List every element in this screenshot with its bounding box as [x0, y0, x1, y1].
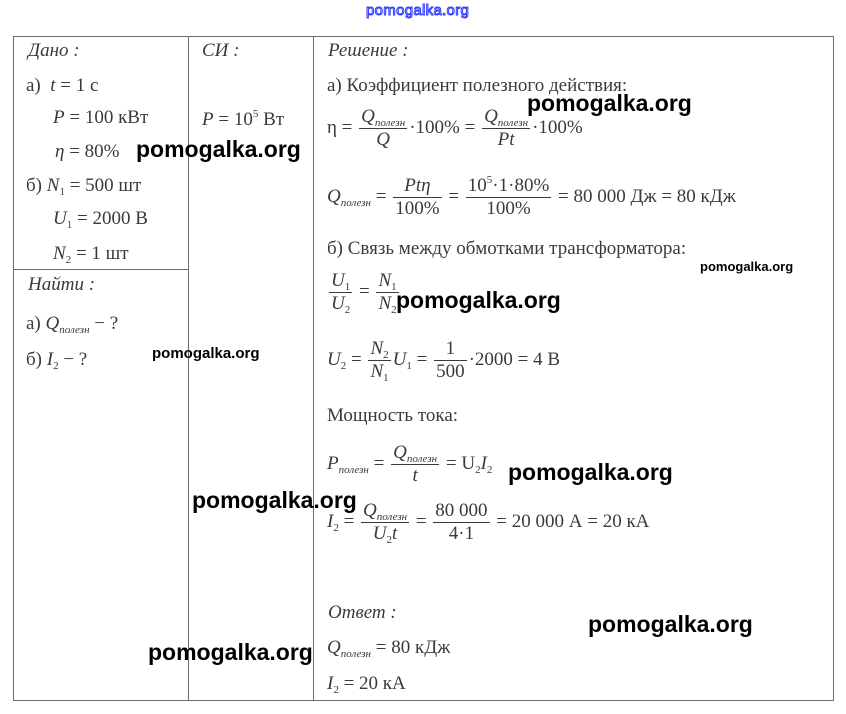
- given-n2: $N_2 = 1$ шт: [53, 243, 129, 266]
- watermark: pomogalka.org: [508, 459, 673, 485]
- table-right-border: [833, 36, 834, 701]
- table-top-border: [13, 36, 834, 37]
- given-find-divider: [13, 269, 189, 270]
- power-heading: Мощность тока:: [327, 405, 459, 426]
- table-left-border: [13, 36, 14, 701]
- watermark: pomogalka.org: [148, 639, 313, 665]
- given-efficiency: η = 80%: [55, 141, 120, 162]
- find-useful-heat: а) $Q_{полезн}$ − ?: [26, 313, 119, 336]
- efficiency-formula: η = $\frac{Q_{полезн}}{Q}$ ·100% = $\frac{Q_{полезн}}{Pt}$ ·100%: [327, 106, 583, 150]
- fraction-u1-u2: $\frac{U_1}{U_2}$: [331, 270, 351, 316]
- si-power: $P = 10^5$ Вт: [202, 108, 285, 130]
- given-time: а) t = 1 с: [26, 75, 99, 96]
- power-formula: $P_{полезн}$ = $\frac{Q_{полезн}}{t}$ = $U_2I_2$: [327, 442, 493, 486]
- transformer-ratio: $\frac{U_1}{U_2}$ = $\frac{N_1}{N_2}$: [331, 270, 397, 316]
- watermark: pomogalka.org: [152, 345, 260, 362]
- watermark: pomogalka.org: [136, 136, 301, 162]
- current-calculation: $I_2$ = $\frac{Q_{полезн}}{U_2t}$ = $\frac{80 000}{4\cdot 1}$ = 20 000 А = 20 кА: [327, 500, 650, 546]
- watermark: pomogalka.org: [396, 287, 561, 313]
- fraction-q-useful-over-t: $\frac{Q_{полезн}}{t}$: [393, 442, 438, 486]
- solution-heading: Решение :: [328, 40, 409, 61]
- watermark: pomogalka.org: [527, 90, 692, 116]
- given-u1: $U_1 = 2000$ В: [53, 208, 148, 231]
- find-heading: Найти :: [28, 274, 96, 295]
- fraction-q-useful-over-pt: $\frac{Q_{полезн}}{Pt}$: [484, 106, 529, 150]
- fraction-1-500: $\frac{1}{500}$: [436, 338, 465, 382]
- fraction-n1-n2: $\frac{N_1}{N_2}$: [378, 270, 397, 316]
- answer-heading: Ответ :: [328, 602, 397, 623]
- watermark: pomogalka.org: [588, 611, 753, 637]
- watermark-top: pomogalka.org: [366, 2, 470, 19]
- fraction-numeric-current: $\frac{80 000}{4\cdot 1}$: [435, 500, 488, 544]
- useful-heat-calculation: $Q_{полезн}$ = $\frac{\text{Ptη}}{100\%}$ = $\frac{10^5\cdot 1\cdot 80\%}{100\%}$ = 80 000 Дж = 80 кДж: [327, 174, 736, 219]
- given-heading: Дано :: [28, 40, 80, 61]
- solution-part-b: б) Связь между обмотками трансформатора:: [327, 238, 687, 259]
- find-current: б) $I_2$ − ?: [26, 349, 88, 372]
- fraction-n2-n1: $\frac{N_2}{N_1}$: [370, 338, 389, 384]
- table-bottom-border: [13, 700, 834, 701]
- u2-calculation: $U_2$ = $\frac{N_2}{N_1}$ $U_1$ = $\frac{1}{500}$ ·2000 = 4 В: [327, 338, 561, 384]
- column-divider-si: [313, 36, 314, 701]
- answer-useful-heat: $Q_{полезн} = 80$ кДж: [327, 637, 451, 660]
- answer-current: $I_2 = 20$ кА: [327, 673, 406, 696]
- solution-part-a: а) Коэффициент полезного действия:: [327, 75, 628, 96]
- fraction-pt-eta: $\frac{\text{Ptη}}{100\%}$: [395, 175, 440, 219]
- watermark: pomogalka.org: [192, 487, 357, 513]
- watermark: pomogalka.org: [700, 259, 794, 274]
- fraction-q-useful-over-q: $\frac{Q_{полезн}}{Q}$: [361, 106, 406, 150]
- fraction-numeric-heat: $\frac{10^5\cdot 1\cdot 80\%}{100\%}$: [467, 174, 550, 219]
- fraction-q-over-u2t: $\frac{Q_{полезн}}{U_2t}$: [363, 500, 408, 546]
- given-power: P = 100 кВт: [53, 107, 149, 128]
- given-n1: б) $N_1 = 500$ шт: [26, 175, 142, 198]
- si-heading: СИ :: [202, 40, 240, 61]
